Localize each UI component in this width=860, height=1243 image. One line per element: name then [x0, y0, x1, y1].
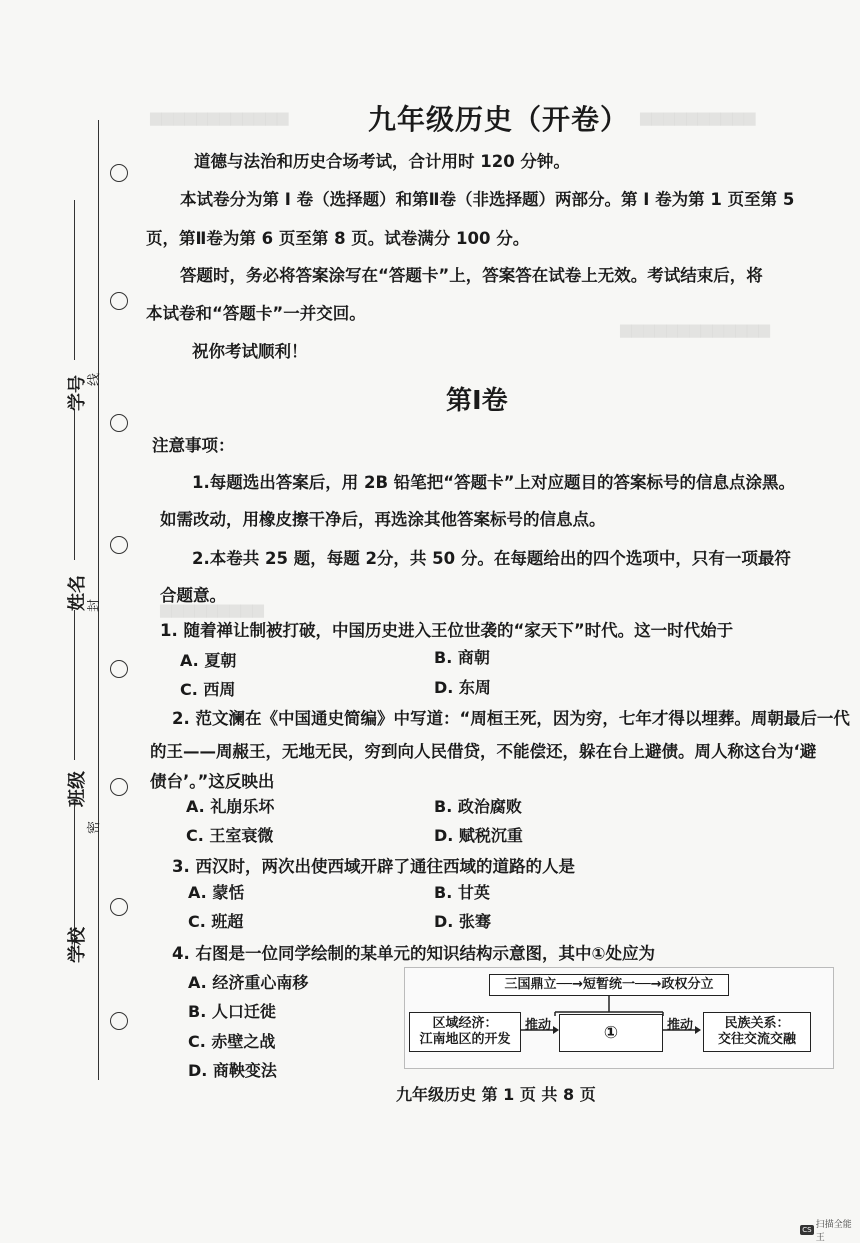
notes-heading: 注意事项：	[152, 436, 235, 455]
diagram-arrow-label: 推动	[525, 1018, 552, 1033]
option-b: B. 人口迁徙	[188, 1002, 276, 1021]
bleed-through-text: ▆▆▆▆▆▆▆▆▆▆	[640, 108, 756, 126]
option-d: D. 张骞	[434, 912, 491, 931]
question-stem: 2. 范文澜在《中国通史简编》中写道：“周桓王死，因为穷，七年才得以埋葬。周朝最后一代	[172, 709, 850, 728]
notes-line: 合题意。	[160, 586, 226, 605]
knowledge-structure-diagram	[404, 967, 834, 1069]
option-b: B. 甘英	[434, 883, 490, 902]
exam-title: 九年级历史（开卷）	[368, 103, 630, 136]
option-c: C. 赤壁之战	[188, 1032, 276, 1051]
intro-line: 页，第Ⅱ卷为第 6 页至第 8 页。试卷满分 100 分。	[146, 229, 530, 248]
question-stem: 4. 右图是一位同学绘制的某单元的知识结构示意图，其中①处应为	[172, 944, 655, 963]
scanner-logo-text: 扫描全能王	[815, 1220, 852, 1243]
notes-line: 如需改动，用橡皮擦干净后，再选涂其他答案标号的信息点。	[160, 510, 606, 529]
punch-hole	[110, 414, 128, 432]
name-label: 姓名	[67, 575, 88, 611]
diagram-arrow-label: 推动	[667, 1018, 694, 1033]
page-footer: 九年级历史 第 1 页 共 8 页	[396, 1085, 596, 1104]
option-b: B. 政治腐败	[434, 797, 522, 816]
seal-feng-mark: 封	[87, 598, 103, 613]
question-stem: 债台’。”这反映出	[150, 772, 275, 791]
class-blank	[74, 610, 75, 760]
punch-hole	[110, 536, 128, 554]
option-a: A. 蒙恬	[188, 883, 245, 902]
seal-mi-mark: 密	[87, 820, 103, 835]
scanner-logo-icon: CS	[800, 1225, 814, 1235]
option-c: C. 西周	[180, 680, 236, 699]
school-label: 学校	[67, 927, 88, 963]
punch-hole	[110, 164, 128, 182]
option-a: A. 经济重心南移	[188, 973, 309, 992]
option-d: D. 赋税沉重	[434, 826, 523, 845]
punch-hole	[110, 660, 128, 678]
intro-line: 本试卷和“答题卡”一并交回。	[146, 304, 366, 323]
name-blank	[74, 410, 75, 560]
bleed-through-text: ▆▆▆▆▆▆▆▆▆	[160, 600, 264, 618]
option-a: A. 礼崩乐坏	[186, 797, 275, 816]
punch-hole	[110, 1012, 128, 1030]
option-d: D. 东周	[434, 678, 491, 697]
notes-line: 1.每题选出答案后，用 2B 铅笔把“答题卡”上对应题目的答案标号的信息点涂黑。	[192, 473, 795, 492]
option-d: D. 商鞅变法	[188, 1061, 277, 1080]
seal-line-mark: 线	[87, 372, 103, 387]
question-stem: 3. 西汉时，两次出使西域开辟了通往西域的道路的人是	[172, 857, 575, 876]
option-a: A. 夏朝	[180, 651, 237, 670]
diagram-blank-box: ①	[559, 1014, 663, 1052]
student-id-label: 学号	[67, 375, 88, 411]
intro-line: 答题时，务必将答案涂写在“答题卡”上，答案答在试卷上无效。考试结束后，将	[180, 266, 763, 285]
diagram-economy-box: 区域经济： 江南地区的开发	[409, 1012, 521, 1052]
bleed-through-text: ▆▆▆▆▆▆▆▆▆▆▆▆	[150, 108, 289, 126]
diagram-top-box: 三国鼎立──→短暂统一──→政权分立	[489, 974, 729, 996]
question-stem: 的王——周赧王，无地无民，穷到向人民借贷，不能偿还，躲在台上避债。周人称这台为‘避	[150, 742, 817, 761]
option-c: C. 班超	[188, 912, 244, 931]
option-c: C. 王室衰微	[186, 826, 274, 845]
section-title: 第Ⅰ卷	[446, 386, 508, 416]
intro-line: 本试卷分为第 I 卷（选择题）和第Ⅱ卷（非选择题）两部分。第 I 卷为第 1 页至第 5	[180, 190, 795, 209]
intro-line: 道德与法治和历史合场考试，合计用时 120 分钟。	[194, 152, 570, 171]
diagram-ethnic-box: 民族关系： 交往交流交融	[703, 1012, 811, 1052]
question-stem: 1. 随着禅让制被打破，中国历史进入王位世袭的“家天下”时代。这一时代始于	[160, 621, 734, 640]
punch-hole	[110, 292, 128, 310]
punch-hole	[110, 778, 128, 796]
class-label: 班级	[67, 771, 88, 807]
bleed-through-text: ▆▆▆▆▆▆▆▆▆▆▆▆▆	[620, 320, 770, 338]
option-b: B. 商朝	[434, 648, 490, 667]
punch-hole	[110, 898, 128, 916]
student-id-blank	[74, 200, 75, 360]
notes-line: 2.本卷共 25 题，每题 2分，共 50 分。在每题给出的四个选项中，只有一项最符	[192, 549, 791, 568]
intro-line: 祝你考试顺利！	[192, 342, 308, 361]
scanner-watermark	[800, 1217, 860, 1243]
